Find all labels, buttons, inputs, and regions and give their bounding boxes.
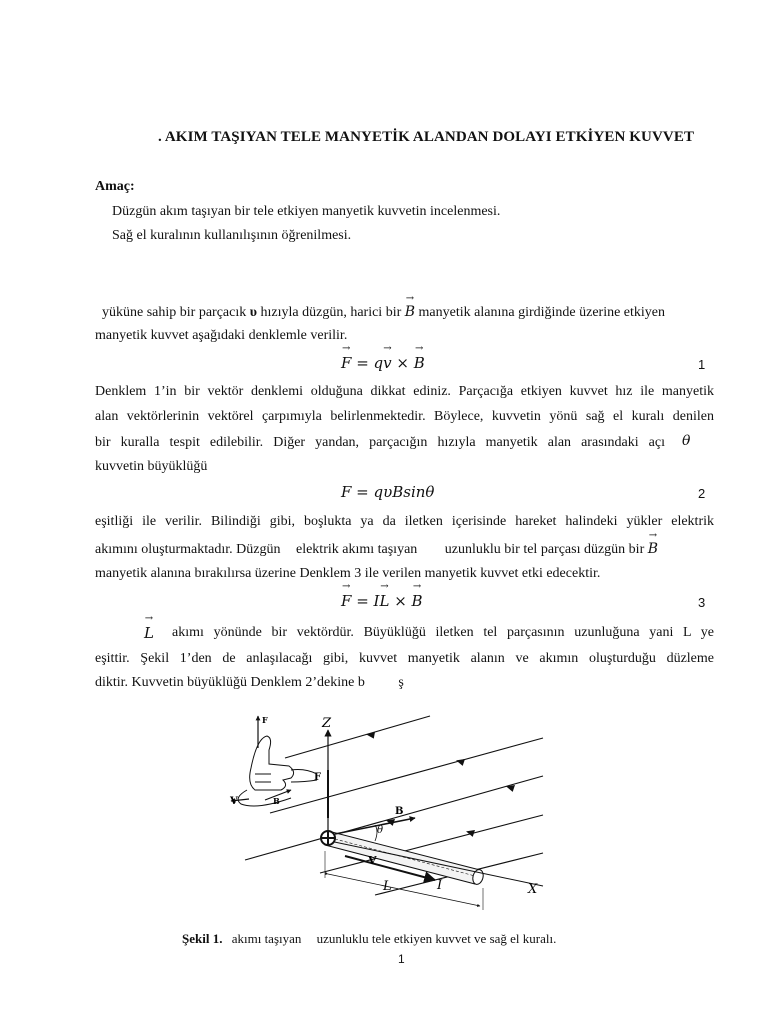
paragraph-2-line-2: alan vektörlerinin vektörel çarpımıyla belirlenmektedir. Böylece, kuvvetin yönü sağ el kuralı denilen (95, 409, 714, 424)
eq1-cross: × (391, 354, 414, 372)
eq1-b-vector: → B (414, 354, 425, 372)
p1-b-vector: → B (405, 304, 415, 320)
hand-f-label: F (262, 715, 268, 725)
paragraph-1-line-2: manyetik kuvvet aşağıdaki denklemle verilir. (95, 328, 348, 343)
paragraph-4-line-2: eşittir. Şekil 1’den de anlaşılacağı gibi, kuvvet manyetik alanın ve akımın oluşturduğu düzleme (95, 651, 714, 666)
l-label: L (383, 879, 392, 894)
p3-text-c: uzunluklu bir tel parçası düzgün bir (444, 542, 645, 557)
hand-b-label: B (273, 796, 280, 806)
paragraph-2-line-4: kuvvetin büyüklüğü (95, 459, 208, 474)
eq1-f-vector: → F (341, 354, 351, 372)
p1-text-b: hızıyla düzgün, harici bir (260, 305, 402, 320)
caption-label: Şekil 1. (182, 931, 223, 946)
f-label: F (314, 772, 322, 783)
caption-text-a: akımı taşıyan (231, 931, 302, 946)
i-label: I (437, 878, 443, 893)
aim-item-2: Sağ el kuralının kullanılışının öğrenilmesi. (112, 228, 352, 243)
equation-2: F = qυBsinθ (341, 483, 435, 501)
eq3-b-vector: → B (412, 592, 423, 610)
eq3-equals: = I (351, 592, 380, 610)
paragraph-2-line-3: bir kuralla tespit edilebilir. Diğer yandan, parçacığın hızıyla manyetik alan arasındaki açı (95, 435, 665, 450)
p3-text-b: elektrik akımı taşıyan (295, 542, 418, 557)
field-arrowheads (366, 732, 516, 838)
p1-velocity-symbol: υ (249, 305, 258, 320)
hand-v-label: V (230, 796, 238, 807)
page-title: . AKIM TAŞIYAN TELE MANYETİK ALANDAN DOLAYI ETKİYEN KUVVET (158, 129, 695, 145)
aim-item-1: Düzgün akım taşıyan bir tele etkiyen manyetik kuvvetin incelenmesi. (112, 204, 501, 219)
eq1-equals: = q (351, 354, 384, 372)
figure-force-on-wire (225, 708, 555, 923)
page-number: 1 (398, 952, 405, 966)
v-label: V (368, 854, 377, 867)
field-line-3 (245, 776, 543, 860)
paragraph-4-line-3 (95, 675, 404, 691)
figure-caption (182, 931, 556, 947)
eq3-f-vector: → F (341, 592, 351, 610)
caption-text-b: uzunluklu tele etkiyen kuvvet ve sağ el kuralı. (316, 931, 557, 946)
aim-heading: Amaç: (95, 179, 135, 194)
equation-2-number: 2 (698, 486, 706, 501)
field-line-2 (270, 738, 543, 813)
p4-l-vector: → L (144, 624, 154, 642)
eq3-cross: × (389, 592, 412, 610)
eq3-l-vector: → L (379, 592, 389, 610)
z-label: Z (322, 716, 332, 731)
eq1-v-vector: → v (383, 354, 391, 372)
paragraph-3-line-1: eşitliği ile verilir. Bilindiği gibi, boşlukta ya da iletken içerisinde hareket halindeki yükler elektrik (95, 514, 714, 529)
equation-1-number: 1 (698, 357, 706, 372)
p3-b-vector: → B (648, 541, 658, 557)
p4-text-a: diktir. Kuvvetin büyüklüğü Denklem 2’dekine b (95, 675, 365, 690)
x-label: X (528, 882, 538, 897)
field-line-1 (285, 716, 430, 758)
theta-label: θ (377, 825, 384, 836)
theta-symbol: θ (682, 433, 691, 449)
current-wire (325, 831, 485, 886)
paragraph-3-line-2 (95, 541, 658, 558)
equation-1 (341, 354, 425, 372)
b-label: B (395, 806, 404, 817)
p3-text-a: akımını oluşturmaktadır. Düzgün (95, 542, 281, 557)
equation-3-number: 3 (698, 595, 706, 610)
p1-text-a: yüküne sahip bir parçacık (102, 305, 247, 320)
paragraph-3-line-3: manyetik alanına bırakılırsa üzerine Denklem 3 ile verilen manyetik kuvvet etki edecektir. (95, 566, 601, 581)
p4-text-b: ş (398, 675, 404, 690)
paragraph-2-line-1: Denklem 1’in bir vektör denklemi olduğuna dikkat ediniz. Parçacığa etkiyen kuvvet hız ile manyetik (95, 384, 714, 399)
paragraph-1-line-1 (102, 304, 665, 321)
paragraph-4-line-1: akımı yönünde bir vektördür. Büyüklüğü iletken tel parçasının uzunluğuna yani L ye (172, 625, 714, 640)
b-vector-arrow (335, 818, 415, 834)
hand-rotation-arc (238, 790, 291, 806)
p1-text-c: manyetik alanına girdiğinde üzerine etkiyen (418, 305, 666, 320)
equation-3 (341, 592, 423, 610)
right-hand-icon (250, 736, 317, 790)
